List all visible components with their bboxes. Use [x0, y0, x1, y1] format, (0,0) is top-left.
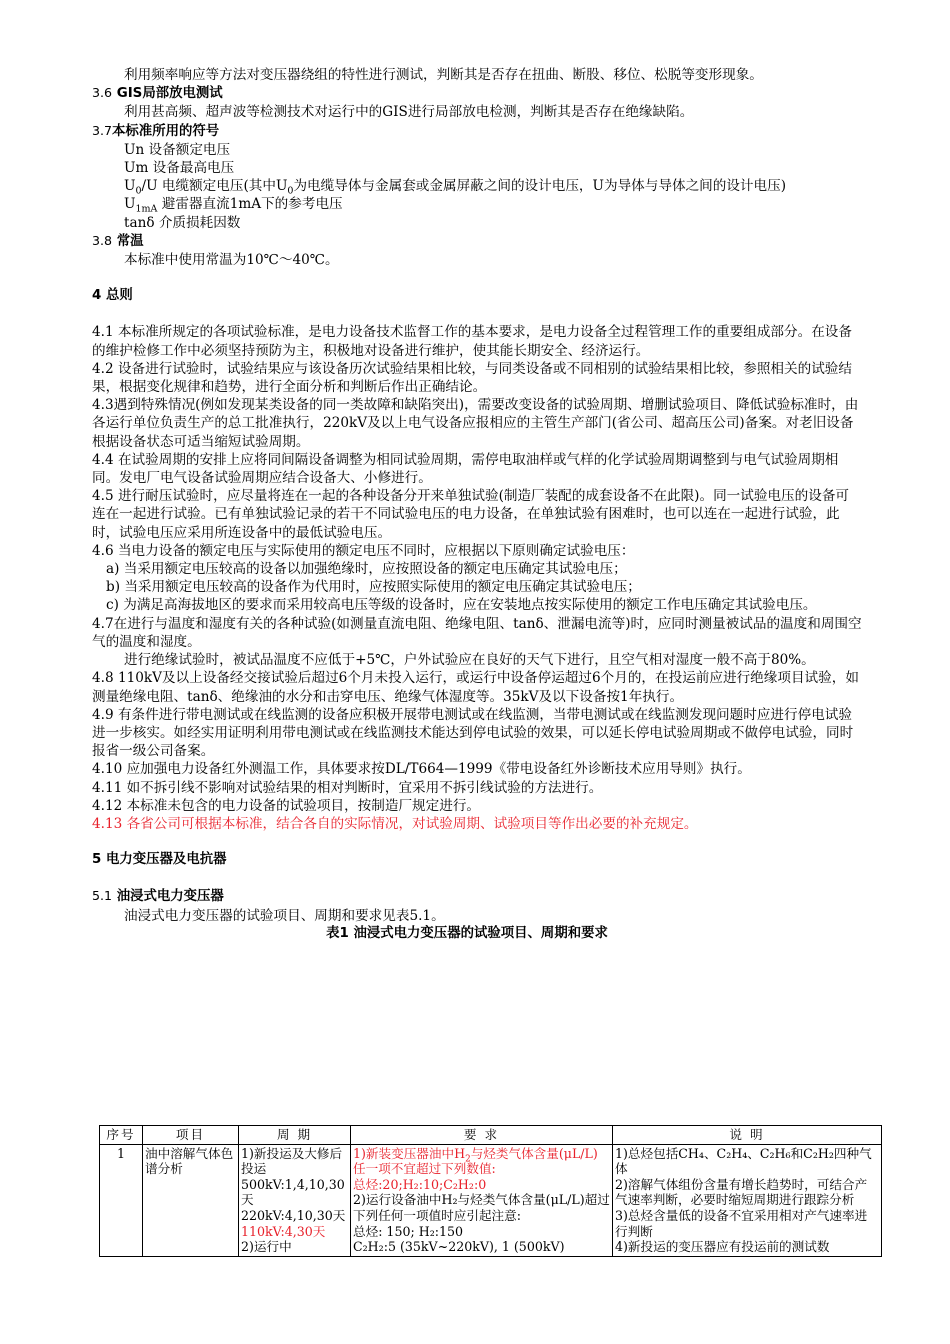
paragraph-4-7: 4.7在进行与温度和湿度有关的各种试验(如测量直流电阻、绝缘电阻、tanδ、泄漏电流等)时，应同时测量被试品的温度和周围空气的温度和湿度。 — [92, 615, 862, 650]
paragraph-4-1: 4.1 本标准所规定的各项试验标准，是电力设备技术监督工作的基本要求，是电力设备全过程管理工作的重要组成部分。在设备的维护检修工作中必须坚持预防为主，积极地对设备进行维护，使其能长期安全、经济运行。 — [92, 324, 852, 359]
heading-number: 3.6 — [92, 85, 113, 101]
heading-5-1 — [92, 887, 862, 906]
requirement-line: 总烃: 150; H₂:150 — [353, 1223, 464, 1239]
requirement-line: 2)运行设备油中H₂与烃类气体含量(μL/L)超过下列任何一项值时应引起注意: — [353, 1192, 610, 1223]
req-text: 1)新装变压器油中H — [353, 1145, 466, 1161]
heading-3-7 — [92, 122, 862, 141]
cell-note — [613, 1144, 882, 1256]
heading-5: 5 电力变压器及电抗器 — [92, 852, 227, 868]
heading-3-8 — [92, 232, 862, 251]
sym-sub: 1mA — [135, 204, 158, 216]
paragraph-4-3: 4.3遇到特殊情况(例如发现某类设备的同一类故障和缺陷突出)，需要改变设备的试验周期、增删试验项目、降低试验标准时，由各运行单位负责生产的总工批准执行，220kV及以上电气设备应报相应的主管生产部门(省公司、超高压公司)备案。对老旧设备根据设备状态可适当缩短试验周期。 — [92, 397, 859, 450]
sym-text: 避雷器直流1mA下的参考电压 — [157, 196, 343, 213]
period-line: 220kV:4,10,30天 — [241, 1207, 346, 1223]
sym-sub: 0 — [135, 185, 142, 197]
cell-no: 1 — [100, 1144, 143, 1256]
paragraph-4-12: 4.12 本标准未包含的电力设备的试验项目，按制造厂规定进行。 — [92, 797, 481, 814]
paragraph-4-6-c: c) 为满足高海拔地区的要求而采用较高电压等级的设备时，应在安装地点按实际使用的额定工作电压确定其试验电压。 — [106, 597, 817, 614]
heading-4: 4 总则 — [92, 288, 133, 304]
header-no: 序号 — [100, 1126, 143, 1145]
header-requirement: 要 求 — [351, 1126, 613, 1145]
symbol-u0 — [92, 177, 862, 195]
heading-title: 常温 — [116, 233, 144, 249]
paragraph-3-6: 利用甚高频、超声波等检测技术对运行中的GIS进行局部放电检测，判断其是否存在绝缘缺陷。 — [124, 104, 694, 121]
symbol-tan-delta: tanδ 介质损耗因数 — [124, 214, 241, 231]
symbol-un: Un 设备额定电压 — [124, 141, 231, 158]
paragraph-4-6-b: b) 当采用额定电压较高的设备作为代用时，应按照实际使用的额定电压确定其试验电压； — [106, 579, 641, 596]
paragraph-4-8: 4.8 110kV及以上设备经交接试验后超过6个月未投入运行，或运行中设备停运超过6个月的，在投运前应进行绝缘项目试验，如测量绝缘电阻、tanδ、绝缘油的水分和击穿电压、绝缘气体湿度等。35kV及以下设备按1年执行。 — [92, 670, 859, 705]
paragraph-3-5-cont: 利用频率响应等方法对变压器绕组的特性进行测试，判断其是否存在扭曲、断股、移位、松脱等变形现象。 — [124, 67, 763, 83]
heading-3-6 — [92, 84, 862, 103]
heading-title: 油浸式电力变压器 — [116, 889, 224, 905]
note-line: 1)总烃包括CH₄、C₂H₄、C₂H₆和C₂H₂四种气体 — [615, 1145, 872, 1177]
paragraph-4-9: 4.9 有条件进行带电测试或在线监测的设备应积极开展带电测试或在线监测，当带电测试或在线监测发现问题时应进行停电试验进一步核实。如经实用证明利用带电测试或在线监测技术能达到停电试验的效果，可以延长停电试验周期或不做停电试验，同时报省一级公司备案。 — [92, 706, 854, 760]
heading-title: 本标准所用的符号 — [112, 123, 220, 139]
sym-sub: 0 — [287, 185, 294, 197]
symbol-u1ma — [92, 195, 862, 216]
table-header-row — [100, 1126, 882, 1145]
paragraph-4-6: 4.6 当电力设备的额定电压与实际使用的额定电压不同时，应根据以下原则确定试验电压： — [92, 542, 635, 559]
header-period: 周 期 — [239, 1126, 351, 1145]
paragraph-5-1: 油浸式电力变压器的试验项目、周期和要求见表5.1。 — [124, 907, 445, 924]
header-note: 说 明 — [613, 1126, 882, 1145]
sym-text: 为电缆导体与金属套或金属屏蔽之间的设计电压，U为导体与导体之间的设计电压) — [293, 178, 787, 195]
table-caption: 表1 油浸式电力变压器的试验项目、周期和要求 — [326, 925, 608, 941]
req-sub: 2 — [465, 1154, 471, 1165]
period-line: 1)新投运及大修后投运 — [241, 1145, 343, 1177]
requirement-line — [353, 1146, 610, 1177]
heading-number: 5.1 — [92, 888, 113, 904]
paragraph-4-10: 4.10 应加强电力设备红外测温工作，具体要求按DL/T664—1999《带电设备红外诊断技术应用导则》执行。 — [92, 761, 751, 778]
period-line: 500kV:1,4,10,30天 — [241, 1176, 345, 1208]
sym-text: U — [124, 196, 136, 213]
paragraph-3-8: 本标准中使用常温为10℃～40℃。 — [124, 252, 339, 269]
note-line: 4)新投运的变压器应有投运前的测试数 — [615, 1239, 830, 1255]
test-items-table — [99, 1125, 882, 1257]
requirement-line: 总烃:20;H₂:10;C₂H₂:0 — [353, 1176, 487, 1192]
note-line: 3)总烃含量低的设备不宜采用相对产气速率进行判断 — [615, 1207, 868, 1239]
req-text: 与烃类气体含量(μL/L)任一项不宜超过下列数值: — [353, 1145, 598, 1177]
paragraph-4-13: 4.13 各省公司可根据本标准，结合各自的实际情况，对试验周期、试验项目等作出必要的补充规定。 — [92, 815, 698, 832]
note-line: 2)溶解气体组份含量有增长趋势时，可结合产气速率判断，必要时缩短周期进行跟踪分析 — [615, 1176, 868, 1208]
paragraph-4-5: 4.5 进行耐压试验时，应尽量将连在一起的各种设备分开来单独试验(制造厂装配的成套设备不在此限)。同一试验电压的设备可连在一起进行试验。已有单独试验记录的若干不同试验电压的电力设备，在单独试验有困难时，也可以连在一起进行试验，此时，试验电压应采用所连设备中的最低试验电压。 — [92, 488, 850, 541]
heading-title: GIS局部放电测试 — [116, 86, 223, 102]
cell-period — [239, 1144, 351, 1256]
document-body — [92, 66, 862, 943]
paragraph-4-2: 4.2 设备进行试验时，试验结果应与该设备历次试验结果相比较，与同类设备或不同相别的试验结果相比较，参照相关的试验结果，根据变化规律和趋势，进行全面分析和判断后作出正确结论。 — [92, 360, 852, 396]
paragraph-4-7-b: 进行绝缘试验时，被试品温度不应低于+5℃，户外试验应在良好的天气下进行，且空气相对湿度一般不高于80%。 — [124, 652, 815, 669]
paragraph-4-4: 4.4 在试验周期的安排上应将同间隔设备调整为相同试验周期，需停电取油样或气样的化学试验周期调整到与电气试验周期相同。发电厂电气设备试验周期应结合设备大、小修进行。 — [92, 451, 839, 487]
paragraph-4-11: 4.11 如不拆引线不影响对试验结果的相对判断时，宜采用不拆引线试验的方法进行。 — [92, 779, 603, 796]
sym-text: /U 电缆额定电压(其中U — [141, 178, 288, 195]
period-line: 2)运行中 — [241, 1239, 292, 1255]
period-line: 110kV:4,30天 — [241, 1223, 326, 1239]
heading-number: 3.8 — [92, 232, 113, 248]
cell-requirement — [351, 1144, 613, 1256]
paragraph-4-6-a: a) 当采用额定电压较高的设备以加强绝缘时，应按照设备的额定电压确定其试验电压； — [106, 561, 627, 578]
cell-item: 油中溶解气体色谱分析 — [143, 1144, 239, 1256]
header-item: 项目 — [143, 1126, 239, 1145]
table-row — [100, 1144, 882, 1256]
heading-number: 3.7 — [92, 122, 113, 138]
requirement-line: C₂H₂:5 (35kV~220kV), 1 (500kV) — [353, 1239, 565, 1255]
sym-text: U — [124, 178, 136, 195]
symbol-um: Um 设备最高电压 — [124, 160, 235, 177]
